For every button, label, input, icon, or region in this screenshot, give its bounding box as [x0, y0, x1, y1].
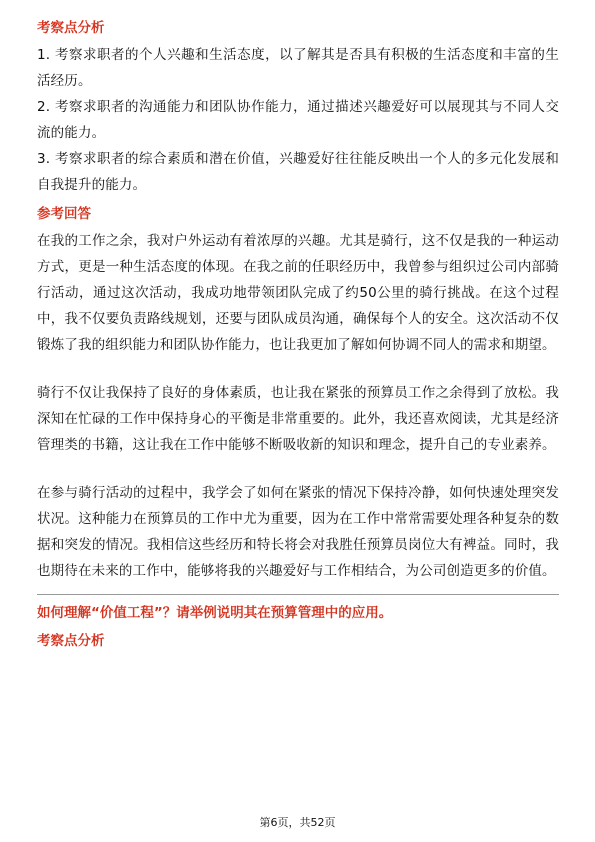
page-number: 第6页，共52页 [259, 816, 336, 829]
answer-paragraph-2: 骑行不仅让我保持了良好的身体素质，也让我在紧张的预算员工作之余得到了放松。我深知在忙碌的工作中保持身心的平衡是非常重要的。此外，我还喜欢阅读，尤其是经济管理类的书籍，这让我在工作中能够不断吸收新的知识和理念，提升自己的专业素养。 [37, 385, 559, 453]
answer-heading: 参考回答 [37, 206, 91, 222]
analysis-item-3: 3. 考察求职者的综合素质和潜在价值，兴趣爱好往往能反映出一个人的多元化发展和自我提升的能力。 [37, 151, 559, 193]
section-divider [37, 594, 559, 595]
analysis-item-2: 2. 考察求职者的沟通能力和团队协作能力，通过描述兴趣爱好可以展现其与不同人交流的能力。 [37, 99, 559, 141]
answer-paragraph-3: 在参与骑行活动的过程中，我学会了如何在紧张的情况下保持冷静，如何快速处理突发状况。这种能力在预算员的工作中尤为重要，因为在工作中常常需要处理各种复杂的数据和突发的情况。我相信这些经历和特长将会对我胜任预算员岗位大有裨益。同时，我也期待在未来的工作中，能够将我的兴趣爱好与工作相结合，为公司创造更多的价值。 [37, 485, 559, 579]
answer-paragraph-1: 在我的工作之余，我对户外运动有着浓厚的兴趣。尤其是骑行，这不仅是我的一种运动方式，更是一种生活态度的体现。在我之前的任职经历中，我曾参与组织过公司内部骑行活动，通过这次活动，我成功地带领团队完成了约50公里的骑行挑战。在这个过程中，我不仅要负责路线规划，还要与团队成员沟通，确保每个人的安全。这次活动不仅锻炼了我的组织能力和团队协作能力，也让我更加了解如何协调不同人的需求和期望。 [37, 233, 559, 353]
analysis-item-1: 1. 考察求职者的个人兴趣和生活态度，以了解其是否具有积极的生活态度和丰富的生活经历。 [37, 47, 559, 89]
analysis-heading: 考察点分析 [37, 20, 105, 36]
next-question: 如何理解“价值工程”？请举例说明其在预算管理中的应用。 [37, 605, 393, 621]
analysis-heading-next: 考察点分析 [37, 633, 105, 649]
document-page [37, 18, 559, 651]
